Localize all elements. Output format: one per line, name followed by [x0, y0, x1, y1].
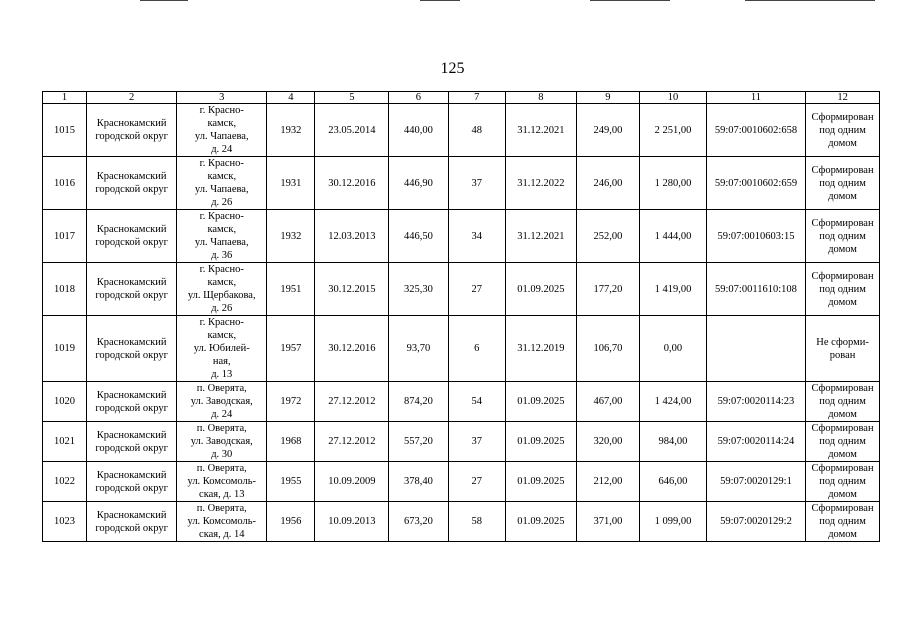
address-cell — [177, 422, 267, 462]
land-status-line: домом — [828, 489, 857, 500]
row-number-cell: 1020 — [43, 382, 87, 422]
address-line: д. 24 — [211, 409, 233, 420]
land-status-line: Сформирован — [811, 463, 874, 474]
column-header-3: 3 — [177, 92, 267, 104]
address-line: п. Оверята, — [196, 423, 247, 434]
land-status-line: Сформирован — [811, 217, 874, 229]
row-number-cell: 1023 — [43, 502, 87, 542]
address-line: камск, — [207, 118, 237, 129]
land-status-line: Сформирован — [811, 111, 874, 123]
land-area-cell: 320,00 — [576, 422, 640, 462]
address-line: д. 36 — [211, 250, 233, 261]
address-line: п. Оверята, — [196, 383, 247, 394]
address-line: д. 26 — [211, 303, 233, 314]
value-cell: 1 280,00 — [640, 157, 707, 210]
area-cell: 440,00 — [389, 104, 448, 157]
land-status-line: домом — [828, 243, 857, 255]
address-cell — [177, 502, 267, 542]
municipality-cell — [87, 263, 177, 316]
deadline-cell: 01.09.2025 — [505, 462, 576, 502]
row-number-cell: 1022 — [43, 462, 87, 502]
table-body — [43, 104, 880, 542]
column-header-9: 9 — [576, 92, 640, 104]
address-line: ул. Комсомоль- — [187, 516, 256, 527]
value-cell: 0,00 — [640, 316, 707, 382]
address-line: ская, д. 14 — [199, 529, 245, 540]
column-number-row — [43, 92, 880, 104]
table-row — [43, 316, 880, 382]
address-line: ул. Юбилей- — [193, 343, 250, 354]
land-status-line: под одним — [819, 230, 866, 242]
land-status-line: Сформирован — [811, 423, 874, 434]
land-area-cell: 212,00 — [576, 462, 640, 502]
municipality-line: городской округ — [95, 349, 168, 361]
table-row — [43, 210, 880, 263]
cadastral-number-cell: 59:07:0020129:2 — [706, 502, 805, 542]
land-status-line: под одним — [819, 124, 866, 136]
area-cell: 557,20 — [389, 422, 448, 462]
municipality-line: городской округ — [95, 482, 168, 494]
cadastral-number-cell: 59:07:0011610:108 — [706, 263, 805, 316]
row-number-cell: 1015 — [43, 104, 87, 157]
cadastral-number-cell: 59:07:0020114:24 — [706, 422, 805, 462]
address-line: г. Красно- — [199, 317, 244, 328]
table-row — [43, 157, 880, 210]
column-header-6: 6 — [389, 92, 448, 104]
address-line: ная, — [212, 356, 231, 367]
address-cell — [177, 157, 267, 210]
address-line: д. 30 — [211, 449, 233, 460]
land-area-cell: 467,00 — [576, 382, 640, 422]
column-header-12: 12 — [806, 92, 880, 104]
residents-cell: 37 — [448, 157, 505, 210]
address-line: ул. Чапаева, — [194, 131, 249, 142]
column-header-8: 8 — [505, 92, 576, 104]
address-cell — [177, 263, 267, 316]
deadline-cell: 01.09.2025 — [505, 263, 576, 316]
column-header-4: 4 — [267, 92, 315, 104]
municipality-line: Краснокамский — [96, 429, 167, 441]
address-cell — [177, 462, 267, 502]
municipality-cell — [87, 382, 177, 422]
year-built-cell: 1951 — [267, 263, 315, 316]
residents-cell: 27 — [448, 462, 505, 502]
land-status-cell — [806, 157, 880, 210]
land-status-cell — [806, 104, 880, 157]
table-row — [43, 422, 880, 462]
column-header-5: 5 — [315, 92, 389, 104]
address-line: г. Красно- — [199, 158, 244, 169]
cadastral-number-cell: 59:07:0010603:15 — [706, 210, 805, 263]
table-row — [43, 462, 880, 502]
year-built-cell: 1956 — [267, 502, 315, 542]
row-number-cell: 1016 — [43, 157, 87, 210]
table-row — [43, 382, 880, 422]
area-cell: 446,50 — [389, 210, 448, 263]
land-status-line: домом — [828, 409, 857, 420]
year-built-cell: 1932 — [267, 104, 315, 157]
municipality-line: городской округ — [95, 237, 168, 248]
residents-cell: 34 — [448, 210, 505, 263]
address-line: д. 13 — [211, 369, 233, 380]
area-cell: 325,30 — [389, 263, 448, 316]
cadastral-number-cell: 59:07:0020114:23 — [706, 382, 805, 422]
land-status-cell — [806, 422, 880, 462]
address-line: п. Оверята, — [196, 503, 247, 514]
land-status-line: под одним — [819, 516, 866, 527]
date-cell: 27.12.2012 — [315, 382, 389, 422]
date-cell: 27.12.2012 — [315, 422, 389, 462]
land-status-line: домом — [828, 296, 857, 308]
land-status-cell — [806, 382, 880, 422]
land-status-line: домом — [828, 137, 857, 149]
municipality-line: Краснокамский — [96, 509, 167, 521]
deadline-cell: 01.09.2025 — [505, 422, 576, 462]
land-status-line: под одним — [819, 283, 866, 295]
date-cell: 30.12.2016 — [315, 316, 389, 382]
deadline-cell: 31.12.2022 — [505, 157, 576, 210]
municipality-line: Краснокамский — [96, 224, 167, 235]
residents-cell: 6 — [448, 316, 505, 382]
scan-edge-mark — [590, 0, 670, 1]
land-status-cell — [806, 210, 880, 263]
address-cell — [177, 316, 267, 382]
residents-cell: 27 — [448, 263, 505, 316]
address-line: г. Красно- — [199, 211, 244, 222]
year-built-cell: 1931 — [267, 157, 315, 210]
row-number-cell: 1018 — [43, 263, 87, 316]
table-row — [43, 263, 880, 316]
municipality-cell — [87, 104, 177, 157]
address-line: камск, — [207, 224, 237, 235]
land-area-cell: 246,00 — [576, 157, 640, 210]
year-built-cell: 1957 — [267, 316, 315, 382]
year-built-cell: 1968 — [267, 422, 315, 462]
municipality-cell — [87, 422, 177, 462]
value-cell: 1 419,00 — [640, 263, 707, 316]
value-cell: 1 099,00 — [640, 502, 707, 542]
municipality-line: Краснокамский — [96, 118, 167, 129]
land-status-line: под одним — [819, 436, 866, 447]
municipality-line: городской округ — [95, 522, 168, 534]
area-cell: 673,20 — [389, 502, 448, 542]
land-area-cell: 106,70 — [576, 316, 640, 382]
date-cell: 10.09.2009 — [315, 462, 389, 502]
land-status-line: домом — [828, 529, 857, 540]
deadline-cell: 31.12.2021 — [505, 104, 576, 157]
date-cell: 12.03.2013 — [315, 210, 389, 263]
land-status-cell — [806, 462, 880, 502]
address-line: ул. Заводская, — [190, 436, 253, 447]
address-cell — [177, 210, 267, 263]
row-number-cell: 1019 — [43, 316, 87, 382]
land-area-cell: 252,00 — [576, 210, 640, 263]
municipality-line: Краснокамский — [96, 469, 167, 481]
address-cell — [177, 382, 267, 422]
row-number-cell: 1017 — [43, 210, 87, 263]
cadastral-number-cell — [706, 316, 805, 382]
municipality-line: городской округ — [95, 290, 168, 301]
year-built-cell: 1972 — [267, 382, 315, 422]
column-header-10: 10 — [640, 92, 707, 104]
table-row — [43, 502, 880, 542]
land-area-cell: 371,00 — [576, 502, 640, 542]
land-status-line: Не сформи- — [816, 336, 869, 348]
address-line: ул. Чапаева, — [194, 184, 249, 195]
land-status-line: Сформирован — [811, 164, 874, 176]
residents-cell: 58 — [448, 502, 505, 542]
date-cell: 30.12.2016 — [315, 157, 389, 210]
row-number-cell: 1021 — [43, 422, 87, 462]
land-status-line: Сформирован — [811, 383, 874, 394]
column-header-1: 1 — [43, 92, 87, 104]
address-line: ул. Щербакова, — [187, 290, 256, 301]
land-status-line: рован — [829, 349, 856, 361]
address-line: ская, д. 13 — [199, 489, 245, 500]
address-line: г. Красно- — [199, 105, 244, 116]
address-line: д. 26 — [211, 197, 233, 208]
address-line: п. Оверята, — [196, 463, 247, 474]
address-line: ул. Чапаева, — [194, 237, 249, 248]
value-cell: 984,00 — [640, 422, 707, 462]
deadline-cell: 01.09.2025 — [505, 502, 576, 542]
column-header-7: 7 — [448, 92, 505, 104]
municipality-line: Краснокамский — [96, 389, 167, 401]
date-cell: 30.12.2015 — [315, 263, 389, 316]
address-cell — [177, 104, 267, 157]
deadline-cell: 31.12.2021 — [505, 210, 576, 263]
address-line: ул. Заводская, — [190, 396, 253, 407]
date-cell: 10.09.2013 — [315, 502, 389, 542]
municipality-line: городской округ — [95, 402, 168, 414]
land-status-cell — [806, 316, 880, 382]
municipality-line: Краснокамский — [96, 336, 167, 348]
scan-edge-mark — [745, 0, 875, 1]
area-cell: 93,70 — [389, 316, 448, 382]
residents-cell: 54 — [448, 382, 505, 422]
area-cell: 446,90 — [389, 157, 448, 210]
municipality-cell — [87, 502, 177, 542]
municipality-cell — [87, 316, 177, 382]
column-header-2: 2 — [87, 92, 177, 104]
land-area-cell: 177,20 — [576, 263, 640, 316]
land-status-line: домом — [828, 449, 857, 460]
cadastral-number-cell: 59:07:0010602:659 — [706, 157, 805, 210]
value-cell: 646,00 — [640, 462, 707, 502]
municipality-line: городской округ — [95, 184, 168, 195]
date-cell: 23.05.2014 — [315, 104, 389, 157]
year-built-cell: 1932 — [267, 210, 315, 263]
municipality-line: городской округ — [95, 131, 168, 142]
municipality-cell — [87, 210, 177, 263]
address-line: камск, — [207, 171, 237, 182]
housing-registry-table — [42, 91, 880, 542]
address-line: камск, — [207, 277, 237, 288]
column-header-11: 11 — [706, 92, 805, 104]
municipality-line: Краснокамский — [96, 171, 167, 182]
address-line: ул. Комсомоль- — [187, 476, 256, 487]
land-status-line: домом — [828, 190, 857, 202]
cadastral-number-cell: 59:07:0020129:1 — [706, 462, 805, 502]
cadastral-number-cell: 59:07:0010602:658 — [706, 104, 805, 157]
value-cell: 2 251,00 — [640, 104, 707, 157]
area-cell: 378,40 — [389, 462, 448, 502]
address-line: д. 24 — [211, 144, 233, 155]
municipality-line: Краснокамский — [96, 277, 167, 288]
residents-cell: 48 — [448, 104, 505, 157]
land-status-line: под одним — [819, 177, 866, 189]
residents-cell: 37 — [448, 422, 505, 462]
page-number: 125 — [440, 60, 465, 77]
scan-edge-mark — [420, 0, 460, 1]
deadline-cell: 01.09.2025 — [505, 382, 576, 422]
municipality-cell — [87, 157, 177, 210]
land-status-line: Сформирован — [811, 503, 874, 514]
address-line: камск, — [207, 330, 237, 341]
land-status-line: под одним — [819, 476, 866, 487]
land-status-cell — [806, 263, 880, 316]
municipality-line: городской округ — [95, 442, 168, 454]
value-cell: 1 424,00 — [640, 382, 707, 422]
land-status-cell — [806, 502, 880, 542]
deadline-cell: 31.12.2019 — [505, 316, 576, 382]
value-cell: 1 444,00 — [640, 210, 707, 263]
land-area-cell: 249,00 — [576, 104, 640, 157]
municipality-cell — [87, 462, 177, 502]
year-built-cell: 1955 — [267, 462, 315, 502]
table-row — [43, 104, 880, 157]
scan-edge-mark — [140, 0, 188, 1]
land-status-line: под одним — [819, 396, 866, 407]
area-cell: 874,20 — [389, 382, 448, 422]
land-status-line: Сформирован — [811, 270, 874, 282]
address-line: г. Красно- — [199, 264, 244, 275]
